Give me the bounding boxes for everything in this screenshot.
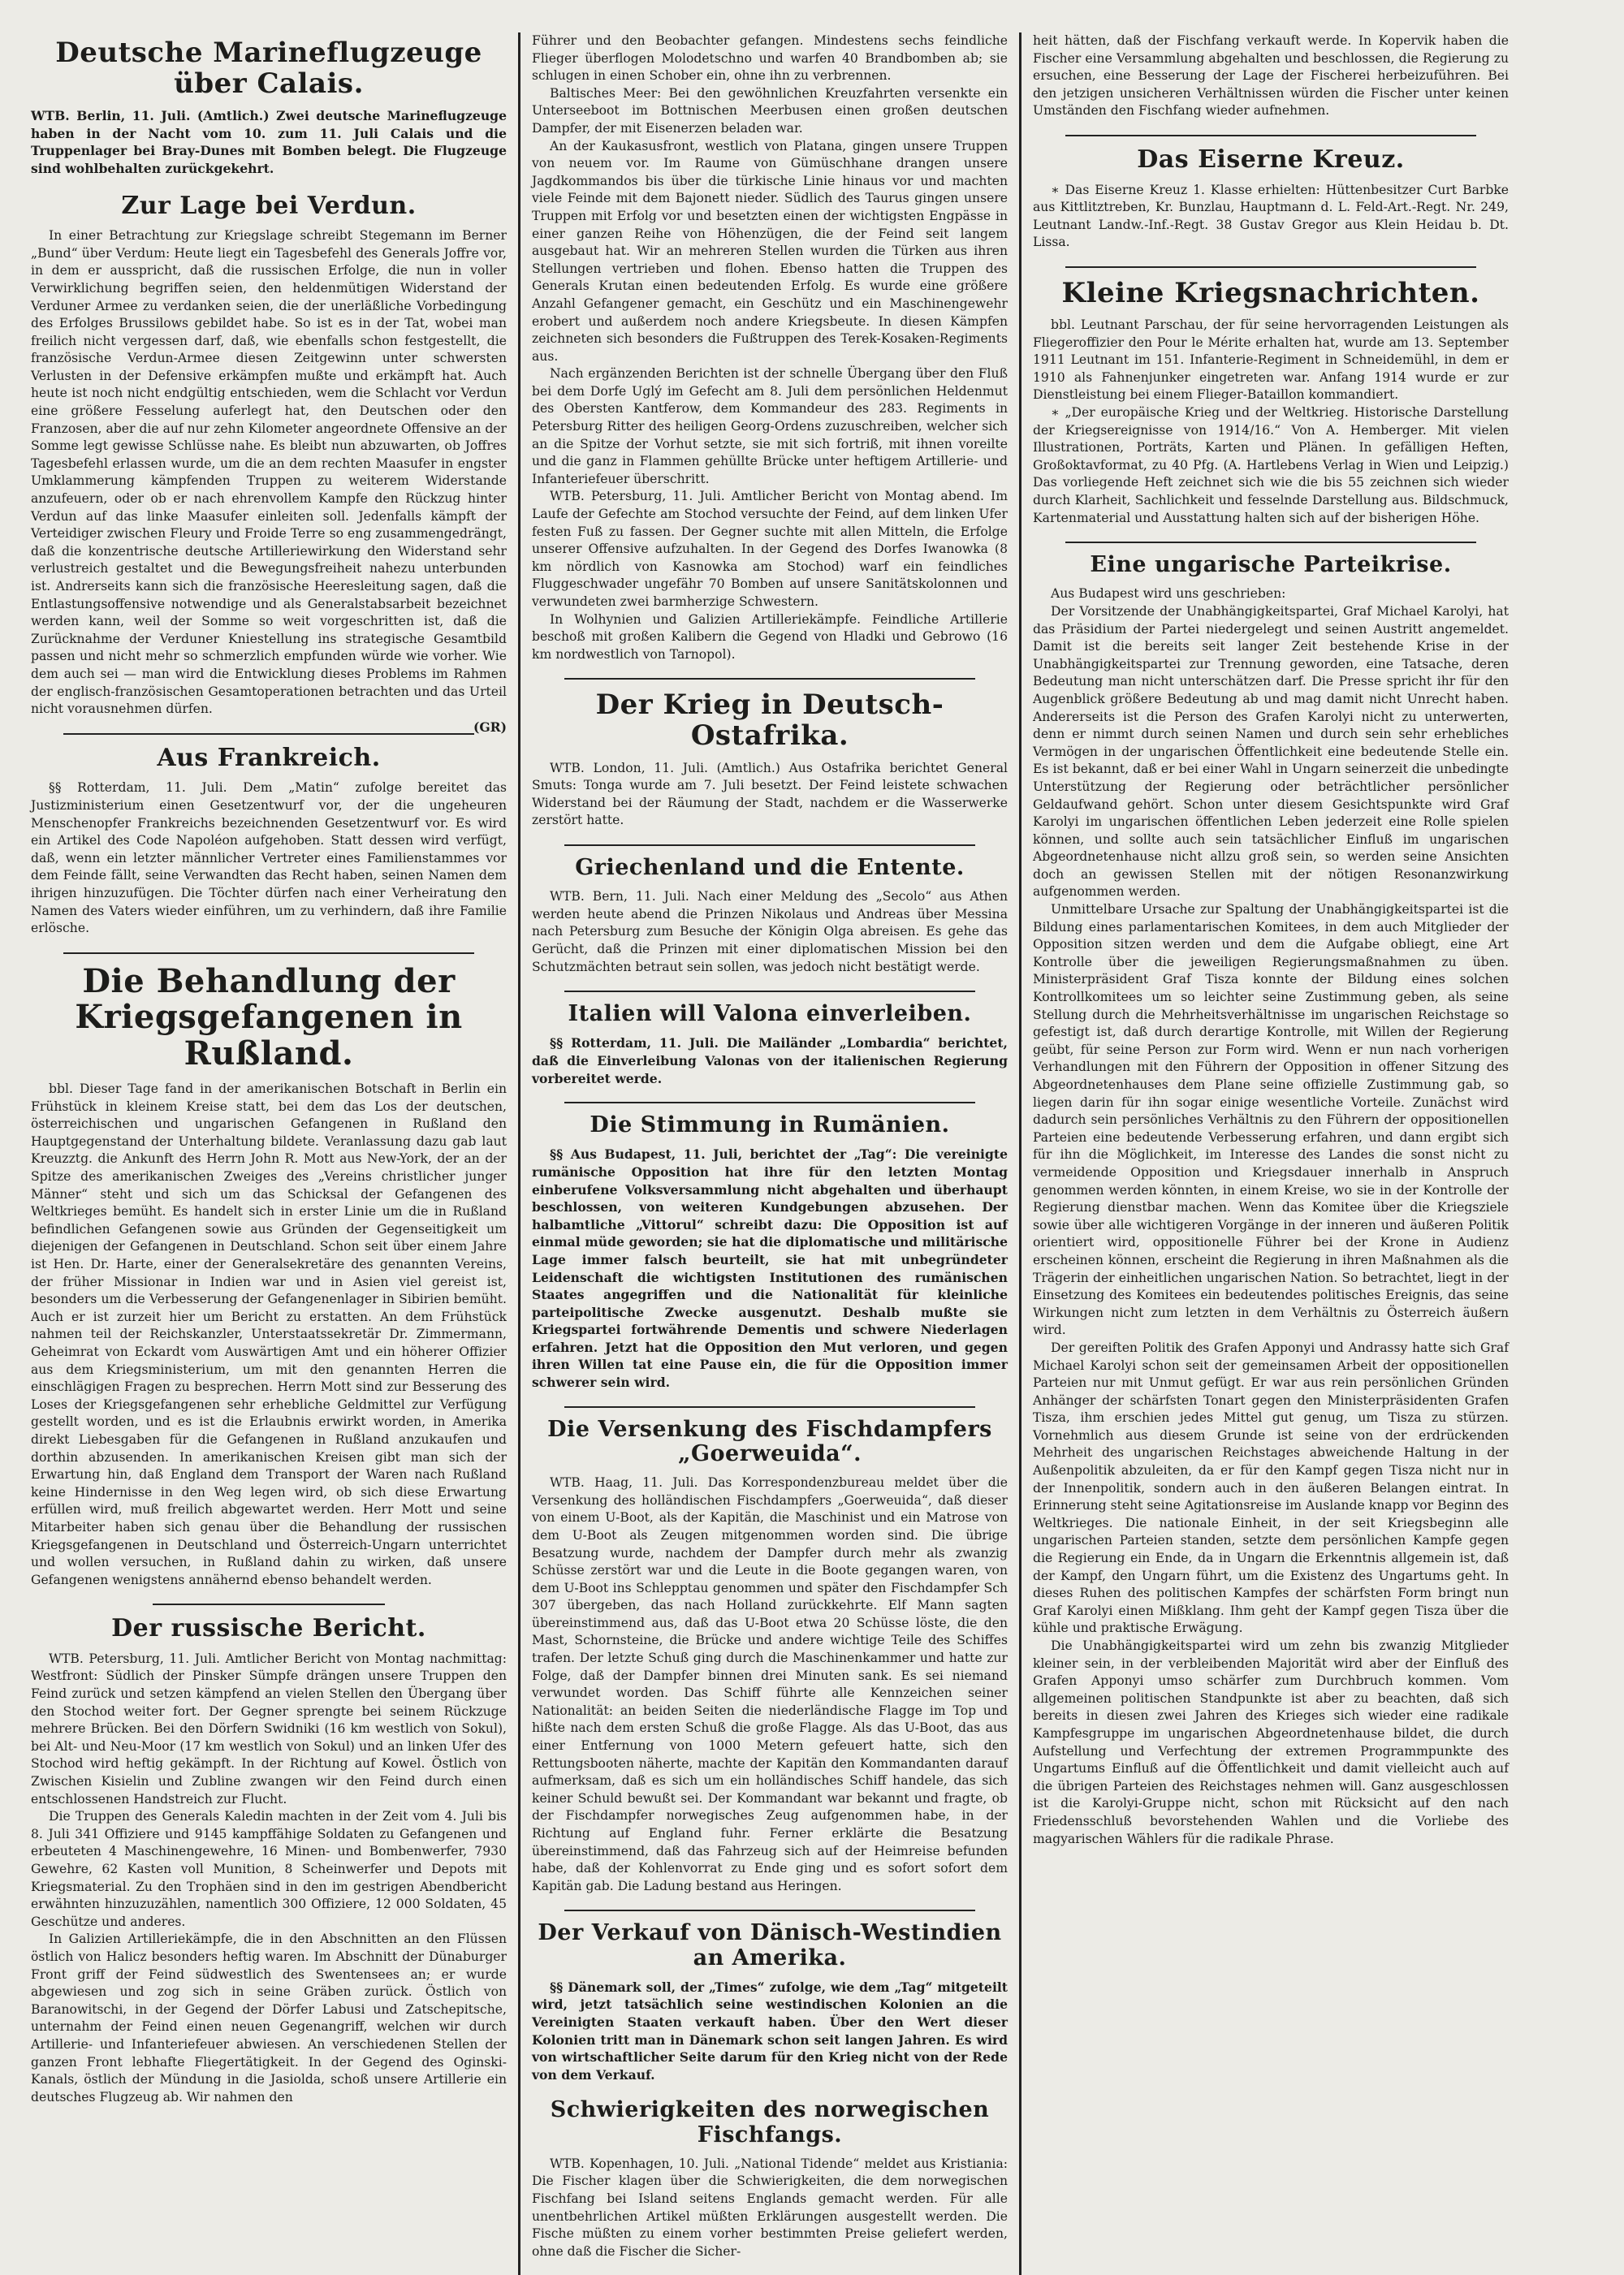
article-text: WTB. Berlin, 11. Juli. (Amtlich.) Zwei deutsche Marineflugzeuge haben in der Nacht vom 10. zum 11. Juli Calais und die Truppenlager bei Bray-Dunes mit Bomben belegt. Die Flugzeuge sind wohlbehalten zurückgekehrt. <box>31 108 507 176</box>
article-kriegsgefangene <box>31 961 507 1590</box>
article-text: §§ Rotterdam, 11. Juli. Dem „Matin“ zufolge bereitet das Justizministerium einen Gesetzentwurf vor, der die ungeheuren Menschenopfer Frankreichs bezeichnenden Gesetzentwurf vor. Es wird ein Artikel des Code Napoléon aufgehoben. Statt dessen wird verfügt, daß, wenn ein letzter männlicher Vertreter eines Familienstammes vor dem Feinde fällt, seine Verwandten das Recht haben, seinen Namen dem ihrigen hinzuzufügen. Die Töchter dürfen nach einer Verheiratung den Namen des Vaters wieder einführen, um zu verhindern, daß ihre Familie erlösche. <box>31 780 507 936</box>
article-text: Der Vorsitzende der Unabhängigkeitspartei, Graf Michael Karolyi, hat das Präsidium der Partei niedergelegt und seinen Austritt angemeldet. Damit ist die bereits seit langer Zeit bestehende Krise in der Unabhängigkeitspartei zur Trennung geworden, eine Tatsache, deren Bedeutung man nicht unterschätzen darf. Die Presse spricht ihr für den Augenblick größere Bedeutung ab und mag damit nicht Unrecht haben. Andererseits ist die Person des Grafen Karolyi nicht zu unterwerten, denn er nimmt durch seinen Namen und durch sein sehr erhebliches Vermögen in der ungarischen Öffentlichkeit eine bedeutende Stelle ein. Es ist bekannt, daß er bei einer Wahl in Ungarn seinerzeit die unbedingte Unterstützung der Regierung oder beträchtlicher persönlicher Geldaufwand gehört. Schon unter diesem Gesichtspunkte wird Graf Karolyi im ungarischen öffentlichen Leben jederzeit eine Rolle spielen können, und sollte auch sein tatsächlicher Einfluß im ungarischen Abgeordnetenhause nicht allzu groß sein, so werden seine Ansichten doch an gewissen Stellen mit der nötigen Resonanzwirkung aufgenommen werden. <box>1033 603 1509 900</box>
article-text: In Wolhynien und Galizien Artilleriekämpfe. Feindliche Artillerie beschoß mit großen Kalibern die Gegend von Hladki und Gebrowo (16 km nordwestlich von Tarnopol). <box>532 611 1008 662</box>
article-parteikrise <box>1033 553 1509 1848</box>
headline-kleine-kriegsnachrichten: Kleine Kriegsnachrichten. <box>1061 276 1480 309</box>
article-text: Aus Budapest wird uns geschrieben: <box>1051 586 1286 602</box>
article-text: bbl. Dieser Tage fand in der amerikanischen Botschaft in Berlin ein Frühstück in kleinem Kreise statt, bei dem das Los der deutschen, österreichischen und ungarischen Gefangenen in Rußland den Hauptgegenstand der Unterhaltung bildete. Veranlassung dazu gab laut Kreuzztg. die Ankunft des Herrn John R. Mott aus New-York, der an der Spitze des amerikanischen Zweiges des „Vereins christlicher junger Männer“ steht und sich um das Schicksal der Gefangenen des Weltkrieges bemüht. Es handelt sich in erster Linie um die in Rußland befindlichen Gefangenen sowie aus Gründen der Gegenseitigkeit um diejenigen der Gefangenen in Deutschland. Schon seit über einem Jahre ist Hen. Dr. Harte, einer der Generalsekretäre des genannten Vereins, der früher Missionar in Indien war und in Asien viel gereist ist, besonders um die Verbesserung der Gefangenenlager in Sibirien bemüht. Auch er ist zurzeit hier um Bericht zu erstatten. An dem Frühstück nahmen teil der Reichskanzler, Unterstaatssekretär Dr. Zimmermann, Geheimrat von Eckardt vom Auswärtigen Amt und ein höherer Offizier aus dem Kriegsministerium, um mit den genannten Herren die einschlägigen Fragen zu besprechen. Herrn Mott sind zur Besserung des Loses der Kriegsgefangenen sehr erhebliche Geldmittel zur Verfügung gestellt worden, und es ist die Erlaubnis erwirkt worden, in Amerika direkt Liebesgaben für die Gefangenen in Rußland anzukaufen und dorthin abzusenden. In amerikanischen Kreisen gibt man sich der Erwartung hin, daß England dem Transport der Waren nach Rußland keine Hindernisse in den Weg legen wird, ob sich diese Erwartung erfüllen wird, muß freilich abgewartet werden. Herr Mott und seine Mitarbeiter haben sich genau über die Behandlung der russischen Kriegsgefangenen in Deutschland und Österreich-Ungarn unterrichtet und wollen versuchen, in Rußland dahin zu wirken, daß unsere Gefangenen wenigstens annähernd ebenso behandelt werden. <box>31 1081 507 1587</box>
signature: (GR) <box>473 719 507 735</box>
article-text: WTB. Petersburg, 11. Juli. Amtlicher Bericht von Montag nachmittag: Westfront: Südlich der Pinsker Sümpfe drängen unsere Truppen den Feind zurück und setzen kämpfend an vielen Stellen den Übergang über den Stochod weiter fort. Der Gegner sprengte bei seinem Rückzuge mehrere Brücken. Bei den Dörfern Swidniki (16 km westlich von Sokul), bei Alt- und Neu-Moor (17 km westlich von Sokul) und an linken Ufer des Stochod wird heftig gekämpft. In der Richtung auf Kowel. Östlich von Zwischen Kisielin und Zubline zwangen wir den Feind durch einen entschlossenen Handstreich zur Flucht. <box>31 1651 507 1807</box>
article-separator <box>63 733 474 735</box>
article-text: §§ Dänemark soll, der „Times“ zufolge, wie dem „Tag“ mitgeteilt wird, jetzt tatsächlich seine westindischen Kolonien an die Vereinigten Staaten verkauft haben. Über den Wert dieser Kolonien tritt man in Dänemark schon seit langen Jahren. Es wird von wirtschaftlicher Seite darum für den Krieg nicht von der Rede von dem Verkauf. <box>532 1979 1008 2083</box>
article-text: Die Truppen des Generals Kaledin machten in der Zeit vom 4. Juli bis 8. Juli 341 Offiziere und 9145 kampffähige Soldaten zu Gefangenen und erbeuteten 4 Maschinengewehre, 16 Minen- und Bombenwerfer, 7930 Gewehre, 62 Kasten voll Munition, 8 Scheinwerfer und Depots mit Kriegsmaterial. Zu den Trophäen sind in den im gestrigen Abendbericht erwähnten hinzuzuzählen, namentlich 300 Offiziere, 12 000 Soldaten, 45 Geschütze und anderes. <box>31 1809 507 1929</box>
article-fischfang <box>532 2098 1008 2260</box>
article-verdun <box>31 191 507 735</box>
article-text: Baltisches Meer: Bei den gewöhnlichen Kreuzfahrten versenkte ein Unterseeboot im Bottnischen Meerbusen einen großen deutschen Dampfer, der mit Eisenerzen beladen war. <box>532 85 1008 136</box>
article-valona <box>532 1002 1008 1087</box>
article-rumaenien <box>532 1113 1008 1392</box>
article-separator <box>1065 266 1476 268</box>
article-text: In einer Betrachtung zur Kriegslage schreibt Stegemann im Berner „Bund“ über Verdum: Heute liegt ein Tagesbefehl des Generals Joffre vor, in dem er ausspricht, daß die russischen Erfolge, die nun in voller Verwirklichung begriffen seien, den heldenmütigen Widerstand der Verduner Armee zu verdanken seien, die der unerläßliche Vorbedingung des Erfolges Brussilows gebildet habe. So ist es in der Tat, wobei man freilich nicht vergessen darf, daß, wie ebenfalls schon festgestellt, die französische Verdun-Armee diesen Zeitgewinn unter schwersten Verlusten in der Defensive erkämpfen mußte und erkämpft hat. Auch heute ist noch nicht endgültig entschieden, wem die Schlacht vor Verdun eine größere Fesselung auferlegt hat, den Deutschen oder den Franzosen, aber die auf nur zehn Kilometer angeordnete Offensive an der Somme legt gewisse Schlüsse nahe. Es bleibt nun abzuwarten, ob Joffres Tagesbefehl erlassen wurde, um die an dem rechten Maasufer in engster Umklammerung kämpfenden Truppen zu weiterem Widerstande anzufeuern, oder ob er nach ehrenvollem Kampfe den Rückzug hinter Verdun auf das linke Maasufer einleiten soll. Jedenfalls kämpft der Verteidiger zwischen Fleury und Froide Terre so eng zusammengedrängt, daß die konzentrische deutsche Artilleriewirkung den Widerstand sehr verlustreich gestaltet und die Bewegungsfreiheit nahezu unterbunden ist. Andrerseits kann sich die französische Heeresleitung sagen, daß die Entlastungsoffensive notwendige und als Generalstabsarbeit bezeichnet werden kann, weil der Somme so weit vorgeschritten ist, daß die Zurücknahme der Verduner Kniestellung ins strategische Gesamtbild passen und nicht mehr so schmerzlich empfunden würde wie vorher. Wie dem auch sei — man wird die Entwicklung dieses Problems im Rahmen der englisch-französischen Gesamtoperationen betrachten und das Urteil nicht vorausnehmen dürfen. <box>31 228 507 717</box>
headline-valona: Italien will Valona einverleiben. <box>568 1001 972 1027</box>
article-text: Nach ergänzenden Berichten ist der schnelle Übergang über den Fluß bei dem Dorfe Uglý im Gefecht am 8. Juli dem persönlichen Heldenmut des Obersten Kantferow, dem Kommandeur des 283. Regiments in Petersburg Ritter des heiligen Georg-Ordens zuzuschreiben, welcher sich an die Spitze der Vorhut setzte, sie mit sich fortriß, mit ihnen voreilte und die ganz in Flammen gehüllte Brücke unter heftigem Artillerie- und Infanteriefeuer überschritt. <box>532 366 1008 486</box>
headline-ostafrika: Der Krieg in Deutsch-Ostafrika. <box>595 689 944 753</box>
article-marineflugzeuge <box>31 37 507 178</box>
column-3 <box>1033 32 1509 2275</box>
article-russischer-bericht <box>31 1615 507 2106</box>
article-text: WTB. Haag, 11. Juli. Das Korrespondenzbureau meldet über die Versenkung des holländischen Fischdampfers „Goerweuida“, daß dieser von einem U-Boot, als der Kapitän, die Maschinist und ein Matrose von dem U-Boot als Zeugen mitgenommen worden sind. Die übrige Besatzung wurde, nachdem der Dampfer durch mehr als zwanzig Schüsse zerstört war und die Leute in die Boote gegangen waren, von dem U-Boot ins Schlepptau genommen und später den Fischdampfer Sch 307 übergeben, das nach Holland zurückkehrte. Elf Mann sagten übereinstimmend aus, daß das U-Boot etwa 20 Schüsse löste, die den Mast, Schornsteine, die Brücke und andere wichtige Teile des Schiffes trafen. Der letzte Schuß ging durch die Maschinenkammer und hatte zur Folge, daß der Dampfer binnen drei Minuten sank. Es sei niemand verwundet worden. Das Schiff führte alle Kennzeichen seiner Nationalität: an beiden Seiten die niederländische Flagge im Top und hißte nach dem ersten Schuß die große Flagge. Als das U-Boot, das aus einer Entfernung von 1000 Metern gefeuert hatte, sich den Rettungsbooten näherte, machte der Kapitän den Kommandanten darauf aufmerksam, daß es sich um ein holländisches Schiff handele, das sich keiner Schuld bewußt sei. Der Kommandant war bekannt und fragte, ob der Fischdampfer norwegisches Zeug aufgenommen habe, in der Richtung auf England fuhr. Ferner erklärte die Besatzung übereinstimmend, daß das Fahrzeug sich auf der Heimreise befunden habe, daß der Kohlenvorrat zu Ende ging und es sofort sofort dem Kapitän gab. Die Ladung bestand aus Heringen. <box>532 1475 1008 1893</box>
headline-frankreich: Aus Frankreich. <box>157 743 381 772</box>
article-text: ∗ „Der europäische Krieg und der Weltkrieg. Historische Darstellung der Kriegsereignisse von 1914/16.“ Von A. Hemberger. Mit vielen Illustrationen, Porträts, Karten und Plänen. In gefälligen Heften, Großoktavformat, zu 40 Pfg. (A. Hartlebens Verlag in Wien und Leipzig.) Das vorliegende Heft zeichnet sich wie die bis 55 zeichnen sich wieder durch Klarheit, Sachlichkeit und fesselnde Darstellung aus. Bildschmuck, Kartenmaterial und Ausstattung halten sich auf der bisherigen Höhe. <box>1033 404 1509 525</box>
column-grid <box>31 32 1595 2259</box>
article-text: In Galizien Artilleriekämpfe, die in den Abschnitten an den Flüssen östlich von Halicz besonders heftig waren. Im Abschnitt der Dünaburger Front griff der Feind südwestlich des Swentensees an; er wurde abgewiesen und zog sich in seine Gräben zurück. Östlich von Baranowitschi, in der Gegend der Dörfer Labusi und Zatschepitsche, unternahm der Feind einen neuen Gegenangriff, welchen wir durch Artillerie- und Infanteriefeuer abwiesen. An verschiedenen Stellen der ganzen Front lebhafte Fliegertätigkeit. In der Gegend des Oginski-Kanals, östlich der Mündung in die Jasiolda, schoß unsere Artillerie ein deutsches Flugzeug ab. Wir nahmen den <box>31 1932 507 2104</box>
article-separator <box>564 1102 975 1103</box>
headline-parteikrise: Eine ungarische Parteikrise. <box>1090 552 1452 578</box>
headline-fischfang: Schwierigkeiten des norwegischen Fischfangs. <box>550 2097 990 2148</box>
article-ostafrika <box>532 689 1008 830</box>
article-separator <box>153 1604 385 1605</box>
article-griechenland <box>532 856 1008 976</box>
article-separator <box>1065 135 1476 136</box>
article-separator <box>564 991 975 992</box>
article-separator <box>564 1910 975 1911</box>
article-text: WTB. Bern, 11. Juli. Nach einer Meldung des „Secolo“ aus Athen werden heute abend die Prinzen Nikolaus und Andreas über Messina nach Petersburg zum Besuche der Königin Olga abreisen. Es gehe das Gerücht, daß die Prinzen mit einer diplomatischen Mission bei den Schutzmächten betraut sein sollen, was jedoch nicht bestätigt werde. <box>532 889 1008 974</box>
article-text: §§ Rotterdam, 11. Juli. Die Mailänder „Lombardia“ berichtet, daß die Einverleibung Valonas von der italienischen Regierung vorbereitet werde. <box>532 1035 1008 1086</box>
article-text: Führer und den Beobachter gefangen. Mindestens sechs feindliche Flieger überflogen Molodetschno und warfen 40 Brandbomben ab; sie schlugen in einen Schober ein, ohne ihn zu verbrennen. <box>532 33 1008 84</box>
article-text: WTB. Petersburg, 11. Juli. Amtlicher Bericht von Montag abend. Im Laufe der Gefechte am Stochod versuchte der Feind, auf dem linken Ufer festen Fuß zu fassen. Der Gegner suchte mit allen Mitteln, die Erfolge unserer Offensive aufzuhalten. In der Gegend des Dorfes Iwanowka (8 km nördlich von Kasnowka am Stochod) warf ein feindliches Fluggeschwader ungefähr 70 Bomben auf unsere Sanitätskolonnen und verwundeten zwei barmherzige Schwestern. <box>532 489 1008 609</box>
article-continuation-fischfang <box>1033 32 1509 120</box>
article-frankreich <box>31 745 507 938</box>
article-continuation-russian-report <box>532 32 1008 663</box>
column-rule <box>518 32 520 2275</box>
article-text: bbl. Leutnant Parschau, der für seine hervorragenden Leistungen als Fliegeroffizier den Pour le Mérite erhalten hat, wurde am 13. September 1911 Leutnant im 151. Infanterie-Regiment in Schneidemühl, in dem er 1910 als Fahnenjunker eingetreten war. Anfang 1914 wurde er zur Dienstleistung bei einem Flieger-Bataillon kommandiert. <box>1033 317 1509 403</box>
article-text: Die Unabhängigkeitspartei wird um zehn bis zwanzig Mitglieder kleiner sein, in der verbleibenden Majorität wird aber der Einfluß des Grafen Apponyi umso schärfer zum Durchbruch kommen. Vom allgemeinen politischen Standpunkte ist aber zu beachten, daß sich bereits in diesen zwei Jahren des Krieges sich wieder eine radikale Kampfesgruppe im ungarischen Abgeordnetenhause bildet, die durch Aufstellung und Verfechtung der extremen Programmpunkte des Ungartums Einfluß auf die Öffentlichkeit und damit vielleicht auch auf die übrigen Parteien des Reichstages nehmen will. Ganz ausgeschlossen ist die Karolyi-Gruppe nicht, schon mit Rücksicht auf den nach Friedensschluß bevorstehenden Wahlen und die Vorliebe des magyarischen Wählers für die radikale Phrase. <box>1033 1638 1509 1846</box>
article-separator <box>564 1406 975 1408</box>
headline-westindien: Der Verkauf von Dänisch-Westindien an Amerika. <box>538 1920 1002 1971</box>
headline-verdun: Zur Lage bei Verdun. <box>121 191 417 220</box>
article-text: An der Kaukasusfront, westlich von Platana, gingen unsere Truppen von neuem vor. Im Raume von Gümüschhane drangen unsere Jagdkommandos bis über die türkische Linie hinaus vor und machten viele Feinde mit dem Bajonett nieder. Südlich des Taurus gingen unsere Truppen mit Erfolg vor und besetzten einen der wichtigsten Engpässe in einer ganzen Reihe von Höhenzügen, die der Feind seit langem ausgebaut hat. Wir an mehreren Stellen wurden die Türken aus ihren Stellungen vertrieben und flohen. Ebenso hatten die Truppen des Generals Krutan einen bedeutenden Erfolg. Es wurde eine größere Anzahl Gefangener gemacht, ein Geschütz und ein Maschinengewehr erobert und außerdem noch andere Kriegsbeute. In diesen Kämpfen zeichneten sich besonders die Fußtruppen des Terek-Kosaken-Regiments aus. <box>532 138 1008 364</box>
headline-fischdampfer: Die Versenkung des Fischdampfers „Goerweuida“. <box>547 1416 992 1466</box>
article-separator <box>63 952 474 954</box>
article-westindien <box>532 1921 1008 2083</box>
headline-eiserne-kreuz: Das Eiserne Kreuz. <box>1137 145 1405 174</box>
article-separator <box>564 678 975 680</box>
article-kleine-kriegsnachrichten <box>1033 278 1509 527</box>
headline-rumaenien: Die Stimmung in Rumänien. <box>590 1112 950 1138</box>
headline-russischer-bericht: Der russische Bericht. <box>111 1614 426 1643</box>
article-text: heit hätten, daß der Fischfang verkauft werde. In Kopervik haben die Fischer eine Versammlung abgehalten und beschlossen, die Regierung zu ersuchen, eine Besserung der Lage der Fischerei herbeizuführen. Bei den jetzigen unsicheren Verhältnissen würden die Fischer unter keinen Umständen den Fischfang wieder aufnehmen. <box>1033 33 1509 119</box>
headline-griechenland: Griechenland und die Entente. <box>575 854 965 880</box>
article-text: Der gereiften Politik des Grafen Apponyi und Andrassy hatte sich Graf Michael Karolyi schon seit der gemeinsamen Arbeit der oppositionellen Parteien nur mit Unmut gefügt. Er war aus rein persönlichen Gründen Anhänger der schärfsten Tonart gegen den Ministerpräsidenten Grafen Tisza, ihm erschien jedes Mittel gut genug, um Tisza zu stürzen. Vornehmlich aus diesem Grunde ist seine von der erdrückenden Mehrheit des ungarischen Reichstages abweichende Haltung in der Außenpolitik abzuleiten, da er für den Kampf gegen Tisza nicht nur in der Innenpolitik, sondern auch in den äußeren Belangen eintrat. In Erinnerung steht seine Agitationsreise im Auslande knapp vor Beginn des Weltkrieges. Die nationale Einheit, in der seit Kriegsbeginn alle ungarischen Parteien standen, setzte dem persönlichen Kampfe gegen die Regierung ein Ende, da in Ungarn die Erkenntnis allgemein ist, daß der Kampf, den Ungarn führt, um die Existenz des Ungartums geht. In dieses Ruhen des politischen Kampfes der schärfsten Form bringt nun Graf Karolyi einen Mißklang. Ihm geht der Kampf gegen Tisza über die kühle und praktische Erwägung. <box>1033 1340 1509 1636</box>
article-text: WTB. Kopenhagen, 10. Juli. „National Tidende“ meldet aus Kristiania: Die Fischer klagen über die Schwierigkeiten, die dem norwegischen Fischfang bei Island seitens Englands gemacht werden. Für alle unentbehrlichen Artikel müßten Erklärungen ausgestellt werden. Die Fische müßten zu einem vorher bestimmten Preise geliefert werden, ohne daß die Fischer die Sicher- <box>532 2156 1008 2259</box>
article-text: §§ Aus Budapest, 11. Juli, berichtet der „Tag“: Die vereinigte rumänische Opposition hat ihre für den letzten Montag einberufene Volksversammlung nicht abgehalten und überhaupt beschlossen, von weiteren Kundgebungen abzusehen. Der halbamtliche „Vittorul“ schreibt dazu: Die Opposition ist auf einmal müde geworden; sie hat die diplomatische und militärische Lage immer falsch beurteilt, sie hat mit unbegründeter Leidenschaft die wichtigsten Institutionen des rumänischen Staates angegriffen und die Nationalität für kleinliche parteipolitische Zwecke ausgenutzt. Deshalb mußte sie Kriegspartei fortwährende Dementis und schwere Niederlagen erfahren. Jetzt hat die Opposition den Mut verloren, und gegen ihren Willen tat eine Pause ein, die für die Opposition immer schwerer sein wird. <box>532 1146 1008 1391</box>
article-fischdampfer <box>532 1418 1008 1896</box>
column-2 <box>532 32 1008 2275</box>
article-text: Unmittelbare Ursache zur Spaltung der Unabhängigkeitspartei ist die Bildung eines parlamentarischen Komitees, in dem auch Mitglieder der Opposition sitzen werden und dem die Aufgabe obliegt, eine Art Kontrolle über die jeweiligen Regierungsmaßnahmen zu üben. Ministerpräsident Graf Tisza konnte der Bildung eines solchen Kontrollkomitees um so leichter seine Zustimmung geben, als seine Stellung durch die Mehrheitsverhältnisse im ungarischen Reichstage so gefestigt ist, daß durch derartige Kontrolle, mit Willen der Regierung geübt, für seine Person zur Form wird. Wenn er nun nach vorherigen Verhandlungen mit den Führern der Opposition in offener Sitzung des Abgeordnetenhauses dem Plane seine offizielle Zustimmung gab, so liegen darin für ihn sogar einige wesentliche Vorteile. Zunächst wird dadurch sein persönliches Verhältnis zu den Führern der oppositionellen Parteien eine bedeutende Verbesserung erfahren, und dann ergibt sich für ihn die Möglichkeit, im Interesse des Landes die sonst nicht zu vermeidende Opposition und Kriegsdauer innerhalb in Anspruch genommen werden könnten, in einem Kreise, wo sie in der Kontrolle der Regierung dienstbar machen. Wenn das Komitee über die Kriegsziele sowie über alle wichtigeren Vorgänge in der inneren und äußeren Politik orientiert wird, oppositionelle Führer bei der Krone in Audienz erscheinen können, erscheint die Regierung in ihren Maßnahmen als die Trägerin der einheitlichen ungarischen Nation. So betrachtet, liegt in der Einsetzung des Komitees ein bedeutendes politisches Ereignis, das seine Wirkungen nicht zum letzten in dem Verhältnis zu Österreich äußern wird. <box>1033 902 1509 1338</box>
headline-kriegsgefangene: Die Behandlung der Kriegsgefangenen in Rußland. <box>75 961 463 1073</box>
column-rule <box>1019 32 1021 2275</box>
article-separator <box>1065 542 1476 543</box>
article-eiserne-kreuz <box>1033 146 1509 252</box>
headline-marineflugzeuge: Deutsche Marineflugzeuge über Calais. <box>55 37 482 101</box>
article-text: ∗ Das Eiserne Kreuz 1. Klasse erhielten: Hüttenbesitzer Curt Barbke aus Kittlitztreben, Kr. Bunzlau, Hauptmann d. L. Feld-Art.-Regt. Nr. 249, Leutnant Landw.-Inf.-Regt. 38 Gustav Gregor aus Klein Heidau b. Dt. Lissa. <box>1033 182 1509 250</box>
article-separator <box>564 844 975 846</box>
article-text: WTB. London, 11. Juli. (Amtlich.) Aus Ostafrika berichtet General Smuts: Tonga wurde am 7. Juli besetzt. Der Feind leistete schwachen Widerstand bei der Räumung der Stadt, nachdem er die Wasserwerke zerstört hatte. <box>532 760 1008 828</box>
column-1 <box>31 32 507 2275</box>
